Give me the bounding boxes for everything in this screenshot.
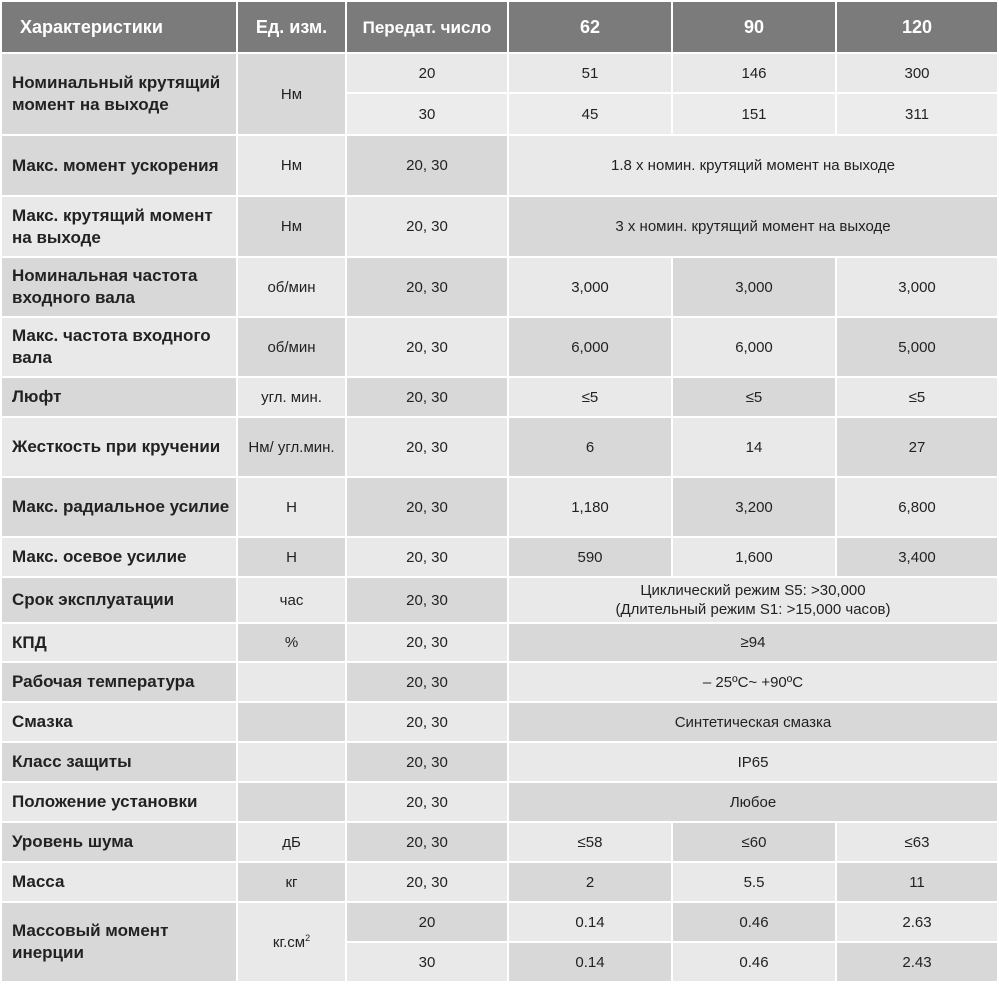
header-unit: Ед. изм. <box>238 2 345 52</box>
value-120: 2.43 <box>837 943 997 981</box>
row-unit <box>238 743 345 781</box>
value-120: 5,000 <box>837 318 997 376</box>
row-label: Уровень шума <box>2 823 236 861</box>
value-90: 1,600 <box>673 538 835 576</box>
row-label: Жесткость при кручении <box>2 418 236 476</box>
merged-value: ≥94 <box>509 624 997 661</box>
ratio-cell: 20, 30 <box>347 624 507 661</box>
ratio-cell: 20, 30 <box>347 863 507 901</box>
ratio-cell: 30 <box>347 94 507 134</box>
value-90: 6,000 <box>673 318 835 376</box>
ratio-cell: 20, 30 <box>347 538 507 576</box>
row-unit <box>238 663 345 701</box>
ratio-cell: 20, 30 <box>347 418 507 476</box>
header-size-120: 120 <box>837 2 997 52</box>
row-label: КПД <box>2 624 236 661</box>
merged-value: 1.8 x номин. крутяций момент на выходе <box>509 136 997 195</box>
ratio-cell: 20, 30 <box>347 197 507 256</box>
value-90: 5.5 <box>673 863 835 901</box>
table-row <box>2 197 997 256</box>
value-62: 51 <box>509 54 671 92</box>
ratio-cell: 30 <box>347 943 507 981</box>
value-120: 300 <box>837 54 997 92</box>
row-label: Люфт <box>2 378 236 416</box>
row-label: Класс защиты <box>2 743 236 781</box>
lifetime-line-2: (Длительный режим S1: >15,000 часов) <box>615 601 891 618</box>
table-row <box>2 663 997 701</box>
ratio-cell: 20 <box>347 903 507 941</box>
lifetime-line-1: Циклический режим S5: >30,000 <box>640 582 866 599</box>
ratio-cell: 20, 30 <box>347 743 507 781</box>
row-unit: Нм <box>238 136 345 195</box>
value-62: 590 <box>509 538 671 576</box>
value-120: ≤5 <box>837 378 997 416</box>
ratio-cell: 20, 30 <box>347 578 507 622</box>
row-label: Срок эксплуатации <box>2 578 236 622</box>
value-62: 6 <box>509 418 671 476</box>
row-unit: об/мин <box>238 318 345 376</box>
ratio-cell: 20, 30 <box>347 478 507 536</box>
row-label: Макс. осевое усилие <box>2 538 236 576</box>
row-label: Макс. крутящий момент на выходе <box>2 197 236 256</box>
table-row <box>2 743 997 781</box>
ratio-cell: 20, 30 <box>347 258 507 316</box>
value-90: 3,200 <box>673 478 835 536</box>
table-row <box>2 54 997 92</box>
merged-value: Синтетическая смазка <box>509 703 997 741</box>
value-120: 311 <box>837 94 997 134</box>
header-ratio: Передат. число <box>347 2 507 52</box>
ratio-cell: 20, 30 <box>347 378 507 416</box>
value-120: 2.63 <box>837 903 997 941</box>
row-label: Рабочая температура <box>2 663 236 701</box>
value-90: 3,000 <box>673 258 835 316</box>
row-unit <box>238 903 345 981</box>
table-row <box>2 538 997 576</box>
value-90: 146 <box>673 54 835 92</box>
table-row <box>2 703 997 741</box>
row-label: Положение установки <box>2 783 236 821</box>
merged-value: IP65 <box>509 743 997 781</box>
table-row <box>2 258 997 316</box>
value-62: ≤5 <box>509 378 671 416</box>
row-unit: Нм/ угл.мин. <box>238 418 345 476</box>
row-label: Макс. частота входного вала <box>2 318 236 376</box>
value-120: 3,000 <box>837 258 997 316</box>
row-unit: кг <box>238 863 345 901</box>
value-120: 11 <box>837 863 997 901</box>
row-unit: угл. мин. <box>238 378 345 416</box>
unit-superscript: 2 <box>305 933 311 943</box>
row-unit <box>238 783 345 821</box>
unit-text: кг.см <box>272 934 306 951</box>
row-unit: Н <box>238 478 345 536</box>
ratio-cell: 20, 30 <box>347 136 507 195</box>
row-unit: Нм <box>238 54 345 134</box>
value-120: 6,800 <box>837 478 997 536</box>
row-unit: об/мин <box>238 258 345 316</box>
row-label: Массовый момент инерции <box>2 903 236 981</box>
row-unit <box>238 703 345 741</box>
row-unit: дБ <box>238 823 345 861</box>
value-90: 14 <box>673 418 835 476</box>
row-label: Масса <box>2 863 236 901</box>
table-row <box>2 318 997 376</box>
table-row <box>2 418 997 476</box>
ratio-cell: 20, 30 <box>347 823 507 861</box>
value-90: 0.46 <box>673 943 835 981</box>
value-62: 45 <box>509 94 671 134</box>
row-label: Макс. радиальное усилие <box>2 478 236 536</box>
header-feature: Характеристики <box>2 2 236 52</box>
ratio-cell: 20, 30 <box>347 703 507 741</box>
row-unit: час <box>238 578 345 622</box>
value-62: 0.14 <box>509 903 671 941</box>
table-row <box>2 378 997 416</box>
ratio-cell: 20 <box>347 54 507 92</box>
table-row <box>2 478 997 536</box>
table-row <box>2 624 997 661</box>
value-90: 0.46 <box>673 903 835 941</box>
row-unit: % <box>238 624 345 661</box>
merged-value: Любое <box>509 783 997 821</box>
table-row <box>2 863 997 901</box>
header-row <box>2 2 997 52</box>
header-size-62: 62 <box>509 2 671 52</box>
value-120: 27 <box>837 418 997 476</box>
row-unit: Н <box>238 538 345 576</box>
table-row <box>2 783 997 821</box>
table-row <box>2 578 997 622</box>
value-90: 151 <box>673 94 835 134</box>
ratio-cell: 20, 30 <box>347 318 507 376</box>
merged-value: – 25ºC~ +90ºC <box>509 663 997 701</box>
merged-value: 3 x номин. крутящий момент на выходе <box>509 197 997 256</box>
row-label: Номинальный крутящий момент на выходе <box>2 54 236 134</box>
table-row <box>2 903 997 941</box>
ratio-cell: 20, 30 <box>347 663 507 701</box>
merged-value <box>509 578 997 622</box>
value-62: ≤58 <box>509 823 671 861</box>
value-62: 6,000 <box>509 318 671 376</box>
row-label: Макс. момент ускорения <box>2 136 236 195</box>
value-120: ≤63 <box>837 823 997 861</box>
value-120: 3,400 <box>837 538 997 576</box>
value-62: 0.14 <box>509 943 671 981</box>
value-62: 3,000 <box>509 258 671 316</box>
value-90: ≤5 <box>673 378 835 416</box>
value-62: 1,180 <box>509 478 671 536</box>
row-label: Номинальная частота входного вала <box>2 258 236 316</box>
header-size-90: 90 <box>673 2 835 52</box>
table-row <box>2 136 997 195</box>
value-62: 2 <box>509 863 671 901</box>
row-label: Смазка <box>2 703 236 741</box>
value-90: ≤60 <box>673 823 835 861</box>
table-row <box>2 823 997 861</box>
row-unit: Нм <box>238 197 345 256</box>
ratio-cell: 20, 30 <box>347 783 507 821</box>
